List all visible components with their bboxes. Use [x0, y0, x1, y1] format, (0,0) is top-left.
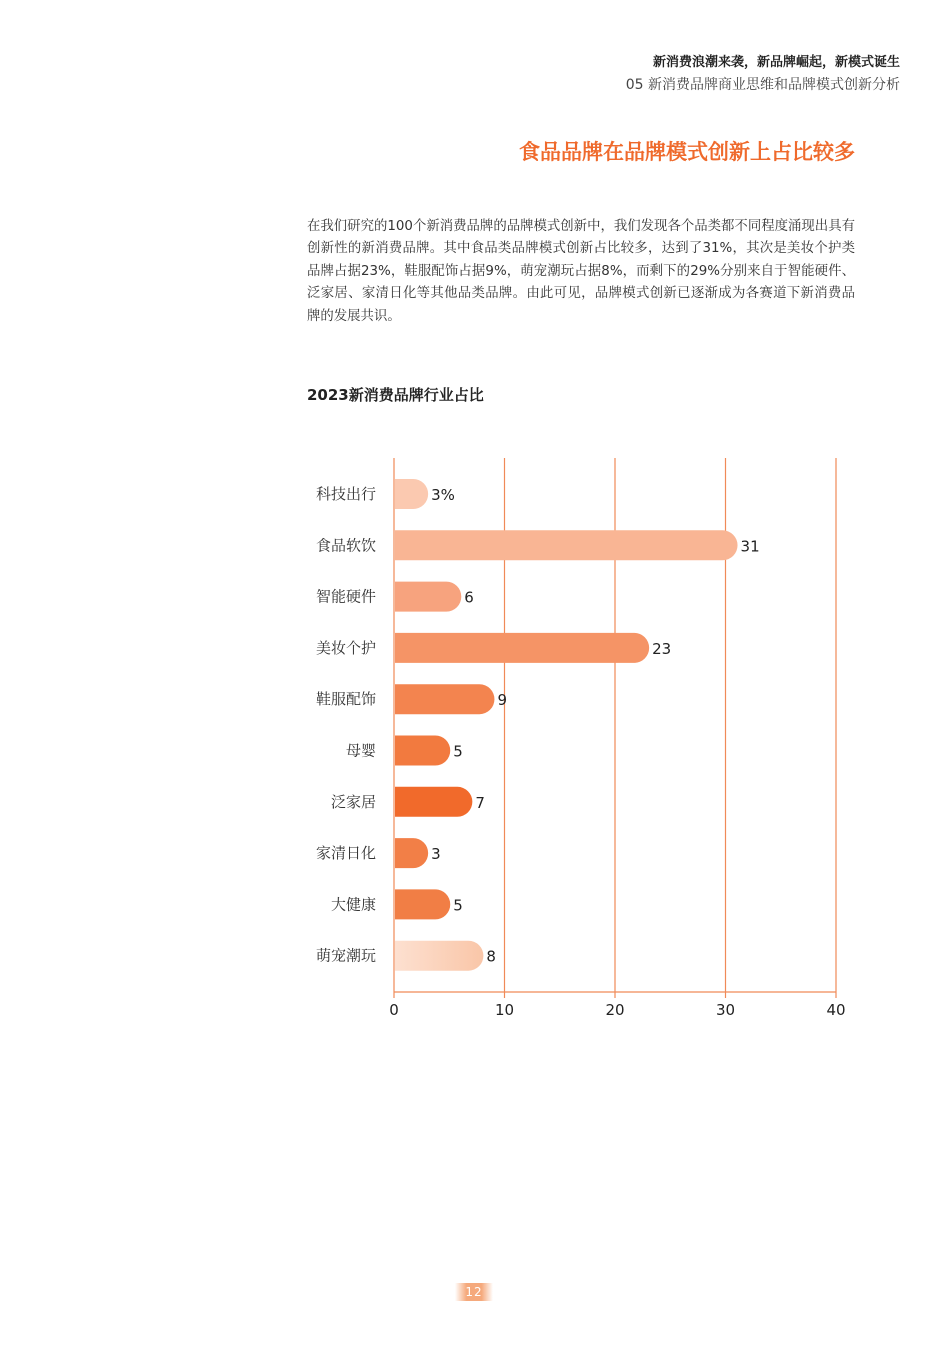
bar	[395, 787, 472, 817]
header-tagline: 新消费浪潮来袭，新品牌崛起，新模式诞生	[652, 55, 900, 70]
bar	[395, 684, 494, 714]
data-label: 9	[497, 691, 507, 710]
data-label: 8	[486, 947, 496, 966]
data-label: 5	[453, 742, 463, 761]
category-label: 大健康	[330, 895, 376, 914]
category-label: 科技出行	[315, 485, 376, 503]
category-label: 鞋服配饰	[315, 690, 376, 709]
bar	[395, 479, 428, 509]
category-label: 泛家居	[330, 792, 376, 811]
section-title: 食品品牌在品牌模式创新上占比较多	[519, 140, 855, 164]
category-label: 食品软饮	[315, 536, 376, 555]
category-label: 母婴	[345, 741, 376, 760]
category-label: 智能硬件	[315, 587, 376, 606]
bar	[395, 736, 450, 766]
x-tick-label: 0	[389, 1001, 399, 1019]
x-tick-label: 40	[826, 1001, 846, 1019]
data-label: 5	[453, 896, 463, 915]
data-label: 6	[464, 588, 474, 607]
data-label: 31	[740, 537, 760, 556]
x-tick-label: 20	[605, 1001, 625, 1019]
x-tick-label: 30	[715, 1001, 736, 1019]
data-label: 7	[475, 793, 485, 812]
bar	[395, 838, 428, 868]
bar	[395, 889, 450, 919]
x-tick-label: 10	[494, 1001, 515, 1019]
data-label: 23	[652, 639, 672, 658]
category-label: 萌宠潮玩	[315, 946, 376, 965]
header-section-subtitle: 05 新消费品牌商业思维和品牌模式创新分析	[625, 77, 900, 93]
bar	[395, 582, 461, 612]
bar-chart	[290, 450, 870, 1030]
body-paragraph: 在我们研究的100个新消费品牌的品牌模式创新中，我们发现各个品类都不同程度涌现出具有创新性的新消费品牌。其中食品类品牌模式创新占比较多，达到了31%，其次是美妆个护类品牌占据23%，鞋服配饰占据9%，萌宠潮玩占据8%，而剩下的29%分别来自于智能硬件、泛家居、家清日化等其他品类品牌。由此可见，品牌模式创新已逐渐成为各赛道下新消费品牌的发展共识。	[307, 219, 855, 324]
data-label: 3	[431, 845, 441, 864]
category-label: 家清日化	[315, 844, 376, 863]
chart-title: 2023新消费品牌行业占比	[307, 386, 484, 404]
bar	[395, 530, 738, 560]
page-number: 12	[455, 1283, 493, 1301]
data-label: 3%	[431, 486, 455, 504]
bar	[395, 941, 483, 971]
category-label: 美妆个护	[315, 638, 376, 657]
bar	[395, 633, 649, 663]
